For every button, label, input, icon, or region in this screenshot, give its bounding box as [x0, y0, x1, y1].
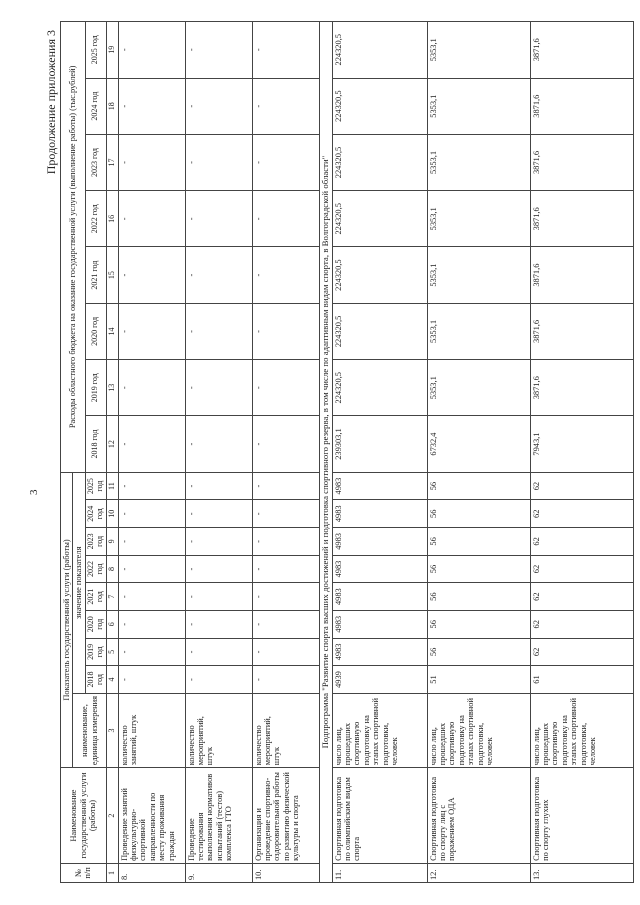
table-row	[185, 22, 252, 883]
row-value-cell: -	[118, 555, 185, 583]
header-index-row	[106, 22, 118, 883]
header-index-cell: 17	[106, 134, 118, 190]
row-value-cell: 4983	[332, 555, 427, 583]
row-expense-cell: 224320,5	[332, 78, 427, 134]
table-row	[332, 22, 427, 883]
row-expense-cell: 3871,6	[530, 360, 633, 416]
row-value-cell: 62	[530, 583, 633, 611]
header-index-cell: 15	[106, 247, 118, 303]
row-expense-cell: -	[252, 134, 319, 190]
row-unit: количество мероприятий, штук	[252, 693, 319, 767]
row-expense-cell: -	[252, 22, 319, 79]
row-expense-cell: 239303,1	[332, 416, 427, 472]
row-service-name: Спортивная подготовка по спорту лиц с поражением ОДА	[427, 768, 530, 864]
row-value-cell: -	[252, 638, 319, 666]
row-number: 13.	[530, 863, 633, 882]
row-expense-cell: -	[185, 78, 252, 134]
row-value-cell: -	[185, 500, 252, 528]
services-table	[60, 21, 634, 883]
row-expense-cell: -	[252, 416, 319, 472]
table-row	[530, 22, 633, 883]
row-value-cell: 4983	[332, 610, 427, 638]
table-body-subprogram	[332, 22, 633, 883]
row-expense-cell: 6732,4	[427, 416, 530, 472]
row-value-cell: 4983	[332, 500, 427, 528]
header-index-cell: 13	[106, 360, 118, 416]
row-expense-cell: 5353,1	[427, 134, 530, 190]
row-value-cell: -	[185, 610, 252, 638]
row-value-cell: 56	[427, 583, 530, 611]
row-unit: число лиц, прошедших спортивную подготовку на этапах спортивной подготовки, человек	[332, 693, 427, 767]
row-expense-cell: 224320,5	[332, 134, 427, 190]
row-expense-cell: -	[118, 191, 185, 247]
row-value-cell: 62	[530, 610, 633, 638]
row-value-cell: 62	[530, 528, 633, 556]
header-index-cell: 3	[106, 693, 118, 767]
row-expense-cell: -	[118, 78, 185, 134]
header-index-cell: 1	[106, 863, 118, 882]
row-expense-cell: -	[118, 416, 185, 472]
header-index-cell: 10	[106, 500, 118, 528]
row-expense-cell: 224320,5	[332, 191, 427, 247]
row-value-cell: 4983	[332, 638, 427, 666]
row-service-name: Организация и проведение спортивно-оздоровительной работы по развитию физической культуры и спорта	[252, 768, 319, 864]
header-index-cell: 16	[106, 191, 118, 247]
row-expense-cell: 3871,6	[530, 134, 633, 190]
row-number: 10.	[252, 863, 319, 882]
row-expense-cell: -	[185, 22, 252, 79]
row-value-cell: 4983	[332, 583, 427, 611]
row-service-name: Спортивная подготовка по олимпийским видам спорта	[332, 768, 427, 864]
row-value-cell: 56	[427, 638, 530, 666]
row-expense-cell: -	[252, 360, 319, 416]
row-expense-cell: -	[118, 303, 185, 359]
header-year-expenses-6: 2024 год	[85, 78, 106, 134]
row-unit: число лиц, прошедших спортивную подготовку на этапах спортивной подготовки, человек	[427, 693, 530, 767]
row-value-cell: -	[118, 583, 185, 611]
row-value-cell: -	[252, 472, 319, 500]
row-value-cell: -	[185, 638, 252, 666]
header-index-cell: 8	[106, 555, 118, 583]
header-year-values-5: 2023 год	[85, 528, 106, 556]
header-year-expenses-0: 2018 год	[85, 416, 106, 472]
row-expense-cell: 5353,1	[427, 191, 530, 247]
row-value-cell: -	[118, 666, 185, 694]
row-expense-cell: 3871,6	[530, 247, 633, 303]
row-expense-cell: 5353,1	[427, 360, 530, 416]
header-index-cell: 12	[106, 416, 118, 472]
header-year-expenses-4: 2022 год	[85, 191, 106, 247]
header-year-expenses-1: 2019 год	[85, 360, 106, 416]
row-service-name: Проведение занятий физкультурно-спортивной направленности по месту проживания граждан	[118, 768, 185, 864]
row-value-cell: -	[118, 610, 185, 638]
header-index-cell: 6	[106, 610, 118, 638]
row-service-name: Спортивная подготовка по спорту глухих	[530, 768, 633, 864]
header-index-cell: 5	[106, 638, 118, 666]
row-expense-cell: -	[185, 303, 252, 359]
header-index-cell: 11	[106, 472, 118, 500]
row-value-cell: -	[185, 583, 252, 611]
row-value-cell: -	[118, 638, 185, 666]
row-value-cell: -	[252, 610, 319, 638]
row-value-cell: 4983	[332, 528, 427, 556]
table-row	[252, 22, 319, 883]
header-year-values-6: 2024 год	[85, 500, 106, 528]
row-value-cell: 4983	[332, 472, 427, 500]
table-row	[427, 22, 530, 883]
row-expense-cell: -	[185, 191, 252, 247]
row-expense-cell: -	[252, 191, 319, 247]
header-index-cell: 7	[106, 583, 118, 611]
header-index-cell: 2	[106, 768, 118, 864]
row-value-cell: -	[252, 583, 319, 611]
row-expense-cell: 7943,1	[530, 416, 633, 472]
header-year-values-1: 2019 год	[85, 638, 106, 666]
row-unit: количество занятий, штук	[118, 693, 185, 767]
row-value-cell: -	[252, 500, 319, 528]
row-expense-cell: 5353,1	[427, 247, 530, 303]
row-number: 12.	[427, 863, 530, 882]
header-indicator-group: Показатель государственной услуги (работы)	[61, 472, 73, 768]
row-value-cell: -	[185, 528, 252, 556]
header-year-values-3: 2021 год	[85, 583, 106, 611]
row-value-cell: 56	[427, 500, 530, 528]
row-value-cell: -	[118, 528, 185, 556]
row-expense-cell: -	[185, 134, 252, 190]
row-value-cell: 51	[427, 666, 530, 694]
row-expense-cell: -	[118, 247, 185, 303]
header-index-cell: 4	[106, 666, 118, 694]
row-value-cell: -	[185, 472, 252, 500]
header-year-values-2: 2020 год	[85, 610, 106, 638]
page-number: 3	[28, 489, 40, 495]
row-expense-cell: -	[118, 134, 185, 190]
row-expense-cell: 3871,6	[530, 191, 633, 247]
header-index-cell: 18	[106, 78, 118, 134]
row-expense-cell: 224320,5	[332, 360, 427, 416]
table-row	[118, 22, 185, 883]
row-expense-cell: 224320,5	[332, 303, 427, 359]
row-value-cell: -	[185, 666, 252, 694]
row-expense-cell: 5353,1	[427, 303, 530, 359]
header-index-cell: 14	[106, 303, 118, 359]
row-unit: количество мероприятий, штук	[185, 693, 252, 767]
row-number: 9.	[185, 863, 252, 882]
row-value-cell: 56	[427, 528, 530, 556]
header-year-expenses-7: 2025 год	[85, 22, 106, 79]
row-expense-cell: -	[118, 360, 185, 416]
header-index-cell: 9	[106, 528, 118, 556]
row-expense-cell: 224320,5	[332, 22, 427, 79]
row-number: 11.	[332, 863, 427, 882]
header-year-expenses-5: 2023 год	[85, 134, 106, 190]
header-unit: наименование, единица измерения	[73, 693, 106, 767]
row-value-cell: -	[252, 528, 319, 556]
row-expense-cell: -	[185, 416, 252, 472]
row-expense-cell: -	[118, 22, 185, 79]
row-value-cell: -	[118, 472, 185, 500]
row-value-cell: 62	[530, 500, 633, 528]
row-expense-cell: -	[252, 247, 319, 303]
row-expense-cell: -	[185, 247, 252, 303]
table-body-main	[118, 22, 319, 883]
header-expenses-group: Расходы областного бюджета на оказание государственной услуги (выполнение работы) (тыс.рублей)	[61, 22, 86, 473]
header-year-values-7: 2025 год	[85, 472, 106, 500]
row-unit: число лиц, прошедших спортивную подготовку на этапах спортивной подготовки, человек	[530, 693, 633, 767]
row-value-cell: 56	[427, 610, 530, 638]
row-expense-cell: 3871,6	[530, 78, 633, 134]
header-year-expenses-3: 2021 год	[85, 247, 106, 303]
header-year-expenses-2: 2020 год	[85, 303, 106, 359]
row-expense-cell: -	[252, 78, 319, 134]
row-expense-cell: 3871,6	[530, 303, 633, 359]
row-expense-cell: 5353,1	[427, 78, 530, 134]
header-year-values-0: 2018 год	[85, 666, 106, 694]
row-value-cell: 4939	[332, 666, 427, 694]
row-value-cell: 62	[530, 472, 633, 500]
header-no: № п/п	[61, 863, 107, 882]
row-value-cell: 61	[530, 666, 633, 694]
row-value-cell: -	[185, 555, 252, 583]
row-expense-cell: 5353,1	[427, 22, 530, 79]
row-expense-cell: -	[185, 360, 252, 416]
row-value-cell: 56	[427, 555, 530, 583]
header-year-values-4: 2022 год	[85, 555, 106, 583]
row-expense-cell: 224320,5	[332, 247, 427, 303]
row-value-cell: 62	[530, 638, 633, 666]
row-value-cell: -	[252, 666, 319, 694]
row-expense-cell: -	[252, 303, 319, 359]
header-values-group: значение показателя	[73, 472, 85, 693]
header-index-cell: 19	[106, 22, 118, 79]
row-value-cell: -	[118, 500, 185, 528]
row-value-cell: 56	[427, 472, 530, 500]
row-value-cell: 62	[530, 555, 633, 583]
row-expense-cell: 3871,6	[530, 22, 633, 79]
header-service: Наименование государственной услуги (работы)	[61, 768, 107, 864]
subprogram-title: Подпрограмма "Развитие спорта высших достижений и подготовка спортивного резерва, в том числе по адаптивным видам спорта, в Волгоградской области"	[319, 22, 332, 883]
row-value-cell: -	[252, 555, 319, 583]
row-service-name: Проведение тестирования выполнения нормативов испытаний (тестов) комплекса ГТО	[185, 768, 252, 864]
row-number: 8.	[118, 863, 185, 882]
appendix-title: Продолжение приложения 3	[44, 30, 58, 175]
